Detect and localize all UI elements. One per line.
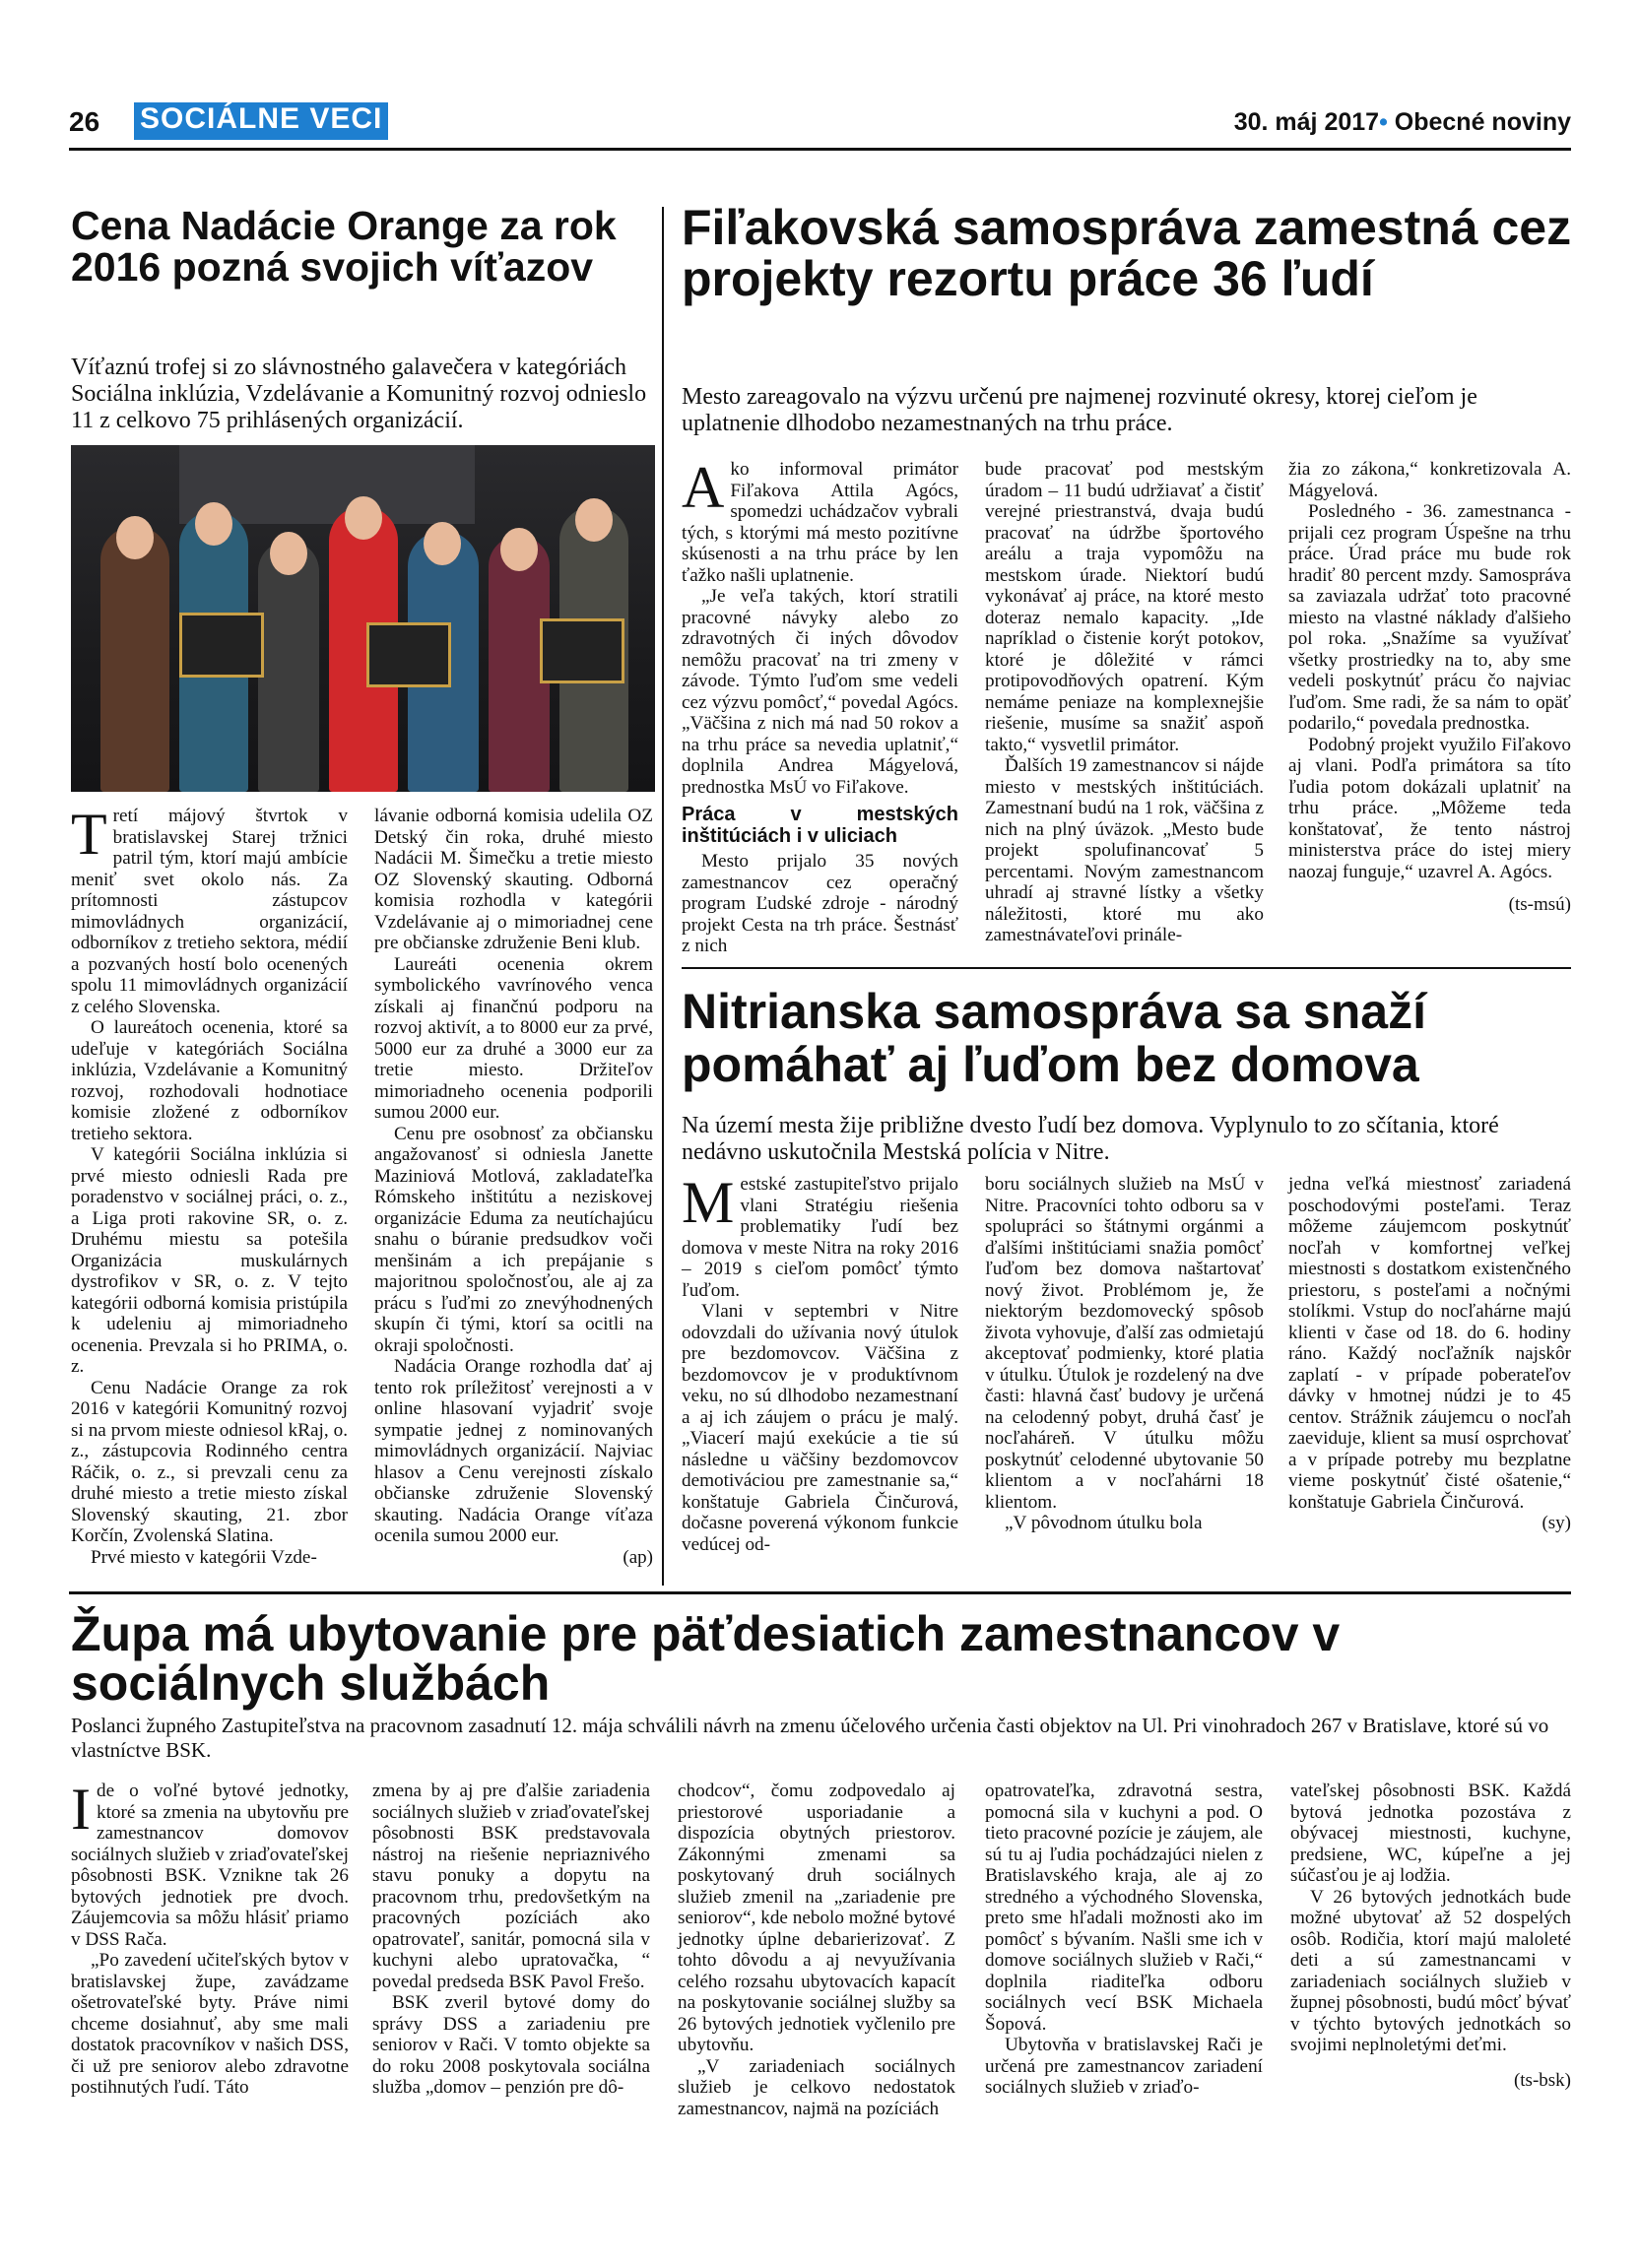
paragraph: Cenu Nadácie Orange za rok 2016 v kategórii Komunitný rozvoj si na prvom mieste odniesol kRaj, o. z., zástupcovia Rodinného centra Ráčik, o. z., si prevzali cenu za druhé miesto a tretie miesto získal Slovenský skauting, 21. zbor Korčín, Zvolenská Slatina. <box>71 1377 348 1546</box>
masthead-right <box>1234 108 1571 137</box>
article-lead-nitra: Na území mesta žije približne dvesto ľudí bez domova. Vyplynulo to zo sčítania, ktoré nedávno uskutočnila Mestská polícia v Nitre. <box>682 1113 1499 1165</box>
zupa-column-2 <box>372 1781 650 2099</box>
byline: (ap) <box>623 1546 653 1568</box>
article-lead-cena: Víťaznú trofej si zo slávnostného galavečera v kategóriách Sociálna inklúzia, Vzdelávanie a Komunitný rozvoj odnieslo 11 z celkovo 75 prihlásených organizácií. <box>71 355 647 433</box>
paragraph: „Je veľa takých, ktorí stratili pracovné návyky alebo zo zdravotných či iných dôvodov nemôžu pracovať na tri zmeny v závode. Týmto ľuďom sme vedeli cez výzvu pomôcť,“ povedal Agócs. „Väčšina z nich má nad 50 rokov a na trhu práce sa nevedia uplatniť,“ doplnila Andrea Mágyelová, prednostka MsÚ vo Fiľakove. <box>682 586 958 798</box>
paragraph: zmena by aj pre ďalšie zariadenia sociálnych služieb v zriaďovateľskej pôsobnosti BSK predstavovala nástroj na riešenie nepriaznivého stavu ponuky a dopytu na pracovnom trhu, predovšetkým na pracovných pozíciách ako opatrovateľ, sanitár, pomocná sila v kuchyni alebo upratovačka, “ povedal predseda BSK Pavol Frešo. <box>372 1781 650 1992</box>
article-title-zupa: Župa má ubytovanie pre päťdesiatich zamestnancov v sociálnych službách <box>71 1606 1341 1711</box>
section-label: SOCIÁLNE VECI <box>134 102 388 140</box>
issue-date: 30. máj 2017 <box>1233 108 1380 136</box>
zupa-column-5 <box>1290 1781 1571 2091</box>
filakovo-column-2 <box>985 459 1264 946</box>
paragraph: „V zariadeniach sociálnych služieb je celkovo nedostatok zamestnancov, najmä na pozíciách <box>678 2055 955 2119</box>
article-divider <box>682 967 1571 969</box>
paragraph: Nadácia Orange rozhodla dať aj tento rok príležitosť verejnosti a v online hlasovaní vyjadriť svoje sympatie jednej z nominovaných mimovládnych organizácií. Najviac hlasov a Cenu verejnosti získalo občianske združenie Slovenský skauting. Nadácia Orange víťaza ocenila sumou 2000 eur. <box>374 1356 653 1546</box>
award-ceremony-photo <box>71 445 655 792</box>
column-divider <box>662 207 664 1586</box>
paragraph: lávanie odborná komisia udelila OZ Detský čin roka, druhé miesto Nadácii M. Šimečku a tretie miesto OZ Slovenský skauting. Odborná komisia rozhodla v kategórii Vzdelávanie aj o mimoriadnej cene pre občianske združenie Beni klub. <box>374 806 653 953</box>
paragraph: Ubytovňa v bratislavskej Rači je určená pre zamestnancov zariadení sociálnych služieb v zriaďo- <box>985 2035 1263 2098</box>
paragraph: žia zo zákona,“ konkretizovala A. Mágyelová. <box>1288 459 1571 501</box>
paragraph: Posledného - 36. zamestnanca - prijali cez program Úspešne na trhu práce. Úrad práce mu bude rok hradiť 80 percent mzdy. Samospráva sa zaviazala udržať toto pracovné miesto na vlastné náklady ďalšieho pol roka. „Snažíme sa využívať všetky prostriedky na to, aby sme vedeli poskytnúť prácu čo najviac ľuďom. Sme radi, že sa nám to opäť podarilo,“ povedala prednostka. <box>1288 501 1571 734</box>
drop-cap: I <box>71 1777 91 1842</box>
paragraph: Podobný projekt využilo Fiľakovo aj vlani. Podľa primátora sa títo ľudia potom dokázali uplatniť na trhu práce. „Môžeme teda konštatovať, že tento nástroj ministerstva práce do istej miery naozaj funguje,“ uzavrel A. Agócs. <box>1288 734 1571 882</box>
article-lead-zupa: Poslanci župného Zastupiteľstva na pracovnom zasadnutí 12. mája schválili návrh na zmenu účelového určenia časti objektov na Ul. Pri vinohradoch 267 v Bratislave, ktoré sú vo vlastníctve BSK. <box>71 1714 1549 1762</box>
paragraph: V 26 bytových jednotkách bude možné ubytovať až 52 dospelých osôb. Rodičia, ktorí majú maloleté deti a sú zamestnancami v zariadeniach sociálnych služieb v župnej pôsobnosti, budú môcť bývať v týchto bytových jednotkách so svojimi neplnoletými deťmi. <box>1290 1886 1571 2055</box>
paragraph: Prvé miesto v kategórii Vzde- <box>91 1546 317 1568</box>
cena-column-2 <box>374 806 653 1568</box>
paragraph: V kategórii Sociálna inklúzia si prvé miesto odniesli Rada pre poradenstvo v sociálnej práci, o. z., a Liga proti rakovine SR, o. z. Druhému miestu sa potešila Organizácia muskulárnych dystrofikov v SR, o. z. V tejto kategórii odborná komisia pristúpila k udeleniu aj mimoriadneho ocenenia. Prevzala si ho PRIMA, o. z. <box>71 1144 348 1377</box>
paragraph: Ďalších 19 zamestnancov si nájde miesto v mestských inštitúciách. Zamestnaní budú na 1 rok, väčšina z nich na plný úväzok. „Mesto bude projekt spolufinancovať 5 percentami. Novým zamestnancom uhradí aj stravné lístky a všetky náležitosti, ktoré mu ako zamestnávateľovi prinále- <box>985 755 1264 945</box>
separator-dot: • <box>1379 108 1388 136</box>
paragraph: Mesto prijalo 35 nových zamestnancov cez operačný program Ľudské zdroje - národný projekt Cesta na trh práce. Šestnásť z nich <box>682 851 958 956</box>
paragraph: jedna veľká miestnosť zariadená poschodovými posteľami. Teraz môžeme záujemcom poskytnúť nocľah v komfortnej veľkej miestnosti s dostatkom existenčného priestoru, s posteľami a nočnými stolíkmi. Vstup do nocľahárne majú klienti v čase od 18. do 6. hodiny ráno. Každý nocľažník najskôr zaplatí - v prípade poberateľov dávky v hmotnej núdzi je to 45 centov. Strážnik záujemcu o nocľah zaeviduje, klient sa musí osprchovať a v prípade potreby mu bezplatne vieme poskytnúť čisté ošatenie,“ konštatuje Gabriela Činčurová. <box>1288 1174 1571 1513</box>
byline: (ts-bsk) <box>1513 2069 1571 2091</box>
drop-cap: T <box>71 802 107 867</box>
paragraph: chodcov“, čomu zodpovedalo aj priestorové usporiadanie a dispozícia obytných priestorov. Zákonnými zmenami sa poskytovaný druh sociálnych služieb zmenil na „zariadenie pre seniorov“, kde nebolo možné bytové jednotky úplne debarierizovať. Z tohto dôvodu a aj nevyužívania celého rozsahu ubytovacích kapacít na poskytovanie sociálnej služby sa 26 bytových jednotiek vyčlenilo pre ubytovňu. <box>678 1781 955 2055</box>
article-lead-filakovo: Mesto zareagovalo na výzvu určenú pre najmenej rozvinuté okresy, ktorej cieľom je uplatnenie dlhodobo nezamestnaných na trhu práce. <box>682 384 1477 436</box>
drop-cap: M <box>682 1170 735 1235</box>
page-number: 26 <box>69 106 100 137</box>
paragraph: vateľskej pôsobnosti BSK. Každá bytová jednotka pozostáva z obývacej miestnosti, kuchyne, predsiene, WC, kúpeľne a jej súčasťou je aj lodžia. <box>1290 1781 1571 1886</box>
paragraph: de o voľné bytové jednotky, ktoré sa zmenia na ubytovňu pre zamestnancov domovov sociálnych služieb v zriaďovateľskej pôsobnosti BSK. Vznikne tak 26 bytových jednotiek pre dvoch. Záujemcovia sa môžu hlásiť priamo v DSS Rača. <box>71 1781 349 1950</box>
nitra-column-2 <box>985 1174 1264 1534</box>
nitra-column-3 <box>1288 1174 1571 1534</box>
paragraph: estské zastupiteľstvo prijalo vlani Stratégiu riešenia problematiky ľudí bez domova v meste Nitra na roky 2016 – 2019 s cieľom pomôcť týmto ľuďom. <box>682 1174 958 1301</box>
paragraph: BSK zveril bytové domy do správy DSS a zariadeniu pre seniorov v Rači. V tomto objekte sa do roku 2008 poskytovala sociálna služba „domov – penzión pre dô- <box>372 1992 650 2098</box>
paragraph: retí májový štvrtok v bratislavskej Starej tržnici patril tým, ktorí majú ambície meniť svet okolo nás. Za prítomnosti zástupcov mimovládnych organizácií, odborníkov z tretieho sektora, médií a pozvaných hostí bolo ocenených spolu 11 mimovládnych organizácií z celého Slovenska. <box>71 806 348 1017</box>
drop-cap: A <box>682 455 725 520</box>
zupa-column-3 <box>678 1781 955 2119</box>
paragraph: Cenu pre osobnosť za občiansku angažovanosť si odniesla Janette Maziniová Motlová, zakladateľka Rómskeho inštitútu a neziskovej organizácie Eduma za neutíchajúcu snahu o búranie predsudkov voči menšinám a ich prepájanie s majoritnou spoločnosťou, ale aj za prácu s ľuďmi zo znevýhodnených skupín či tými, ktorí sa ocitli na okraji spoločnosti. <box>374 1123 653 1356</box>
paragraph: „V pôvodnom útulku bola <box>1005 1513 1203 1533</box>
paragraph: O laureátoch ocenenia, ktoré sa udeľuje v kategóriách Sociálna inklúzia, Vzdelávanie a Komunitný rozvoj, rozhodovali hodnotiace komisie zložené z odborníkov tretieho sektora. <box>71 1017 348 1144</box>
paragraph: Vlani v septembri v Nitre odovzdali do užívania nový útulok pre bezdomovcov. Väčšina z bezdomovcov je v produktívnom veku, no sú dlhodobo nezamestnaní a aj ich záujem o prácu je malý. „Viacerí majú exekúcie a tie sú následne u väčšiny bezdomovcov demotiváciou pre zamestnanie sa,“ konštatuje Gabriela Činčurová, dočasne poverená výkonom funkcie vedúcej od- <box>682 1301 958 1555</box>
paragraph: Laureáti ocenenia okrem symbolického vavrínového venca získali aj finančnú podporu na rozvoj aktivít, a to 8000 eur za prvé, 5000 eur za druhé a 3000 eur za tretie miesto. Držiteľov mimoriadneho ocenenia podporili sumou 2000 eur. <box>374 953 653 1123</box>
byline: (ts-msú) <box>1508 894 1571 915</box>
article-title-nitra: Nitrianska samospráva sa snaží pomáhať aj ľuďom bez domova <box>682 984 1426 1092</box>
article-title-filakovo: Fiľakovská samospráva zamestná cez projekty rezortu práce 36 ľudí <box>682 200 1572 306</box>
nitra-column-1 <box>682 1170 958 1555</box>
section-rule <box>69 1591 1571 1594</box>
paragraph: opatrovateľka, zdravotná sestra, pomocná sila v kuchyni a pod. O tieto pracovné pozície je záujem, ale sú tu aj ľudia pochádzajúci nielen z Bratislavského kraja, ale aj zo stredného a východného Slovenska, preto sme hľadali možnosti ako im pomôcť s bývaním. Našli sme ich v domove sociálnych služieb v Rači,“ doplnila riaditeľka odboru sociálnych vecí BSK Michaela Šopová. <box>985 1781 1263 2035</box>
subheading: Práca v mestských inštitúciách i v uliciach <box>682 804 958 847</box>
filakovo-column-3 <box>1288 459 1571 916</box>
header-rule <box>69 148 1571 151</box>
cena-column-1 <box>71 802 348 1568</box>
zupa-column-1 <box>71 1777 349 2099</box>
article-title-cena: Cena Nadácie Orange za rok 2016 pozná svojich víťazov <box>71 203 617 290</box>
byline: (sy) <box>1542 1513 1571 1533</box>
publication-name: Obecné noviny <box>1394 108 1571 136</box>
paragraph: bude pracovať pod mestským úradom – 11 budú udržiavať a čistiť verejné priestranstvá, dvaja budú pracovať na údržbe športového areálu a traja vypomôžu na mestskom úrade. Niektorí budú vykonávať aj práce, na ktoré mesto doteraz nemalo kapacity. „Ide napríklad o čistenie korýt potokov, ktoré je dôležité v rámci protipovodňových opatrení. Kým nemáme peniaze na komplexnejšie riešenie, musíme sa snažiť aspoň takto,“ vysvetlil primátor. <box>985 459 1264 755</box>
paragraph: „Po zavedení učiteľských bytov v bratislavskej župe, zavádzame ošetrovateľské byty. Práve nimi chceme dosiahnuť, aby sme mali dostatok pracovníkov v našich DSS, či už pre seniorov alebo zdravotne postihnutých ľudí. Táto <box>71 1950 349 2098</box>
paragraph: boru sociálnych služieb na MsÚ v Nitre. Pracovníci tohto odboru sa v spolupráci so štátnymi orgánmi a ďalšími inštitúciami snažia pomôcť ľuďom bez domova naštartovať nový život. Problémom je, že niektorým bezdomovecký spôsob života vyhovuje, ďalší zas odmietajú akceptovať podmienky, ktoré platia v útulku. Útulok je rozdelený na dve časti: hlavná časť budovy je určená na celodenný pobyt, druhá časť je nocľaháreň. V útulku môžu poskytnúť celodenné ubytovanie 50 klientom a v nocľahárni 18 klientom. <box>985 1174 1264 1513</box>
paragraph: ko informoval primátor Fiľakova Attila Agócs, spomedzi uchádzačov vybrali tých, s ktorými má mesto pozitívne skúsenosti a na trhu práce by len ťažko našli uplatnenie. <box>682 459 958 586</box>
zupa-column-4 <box>985 1781 1263 2099</box>
filakovo-column-1 <box>682 455 958 957</box>
